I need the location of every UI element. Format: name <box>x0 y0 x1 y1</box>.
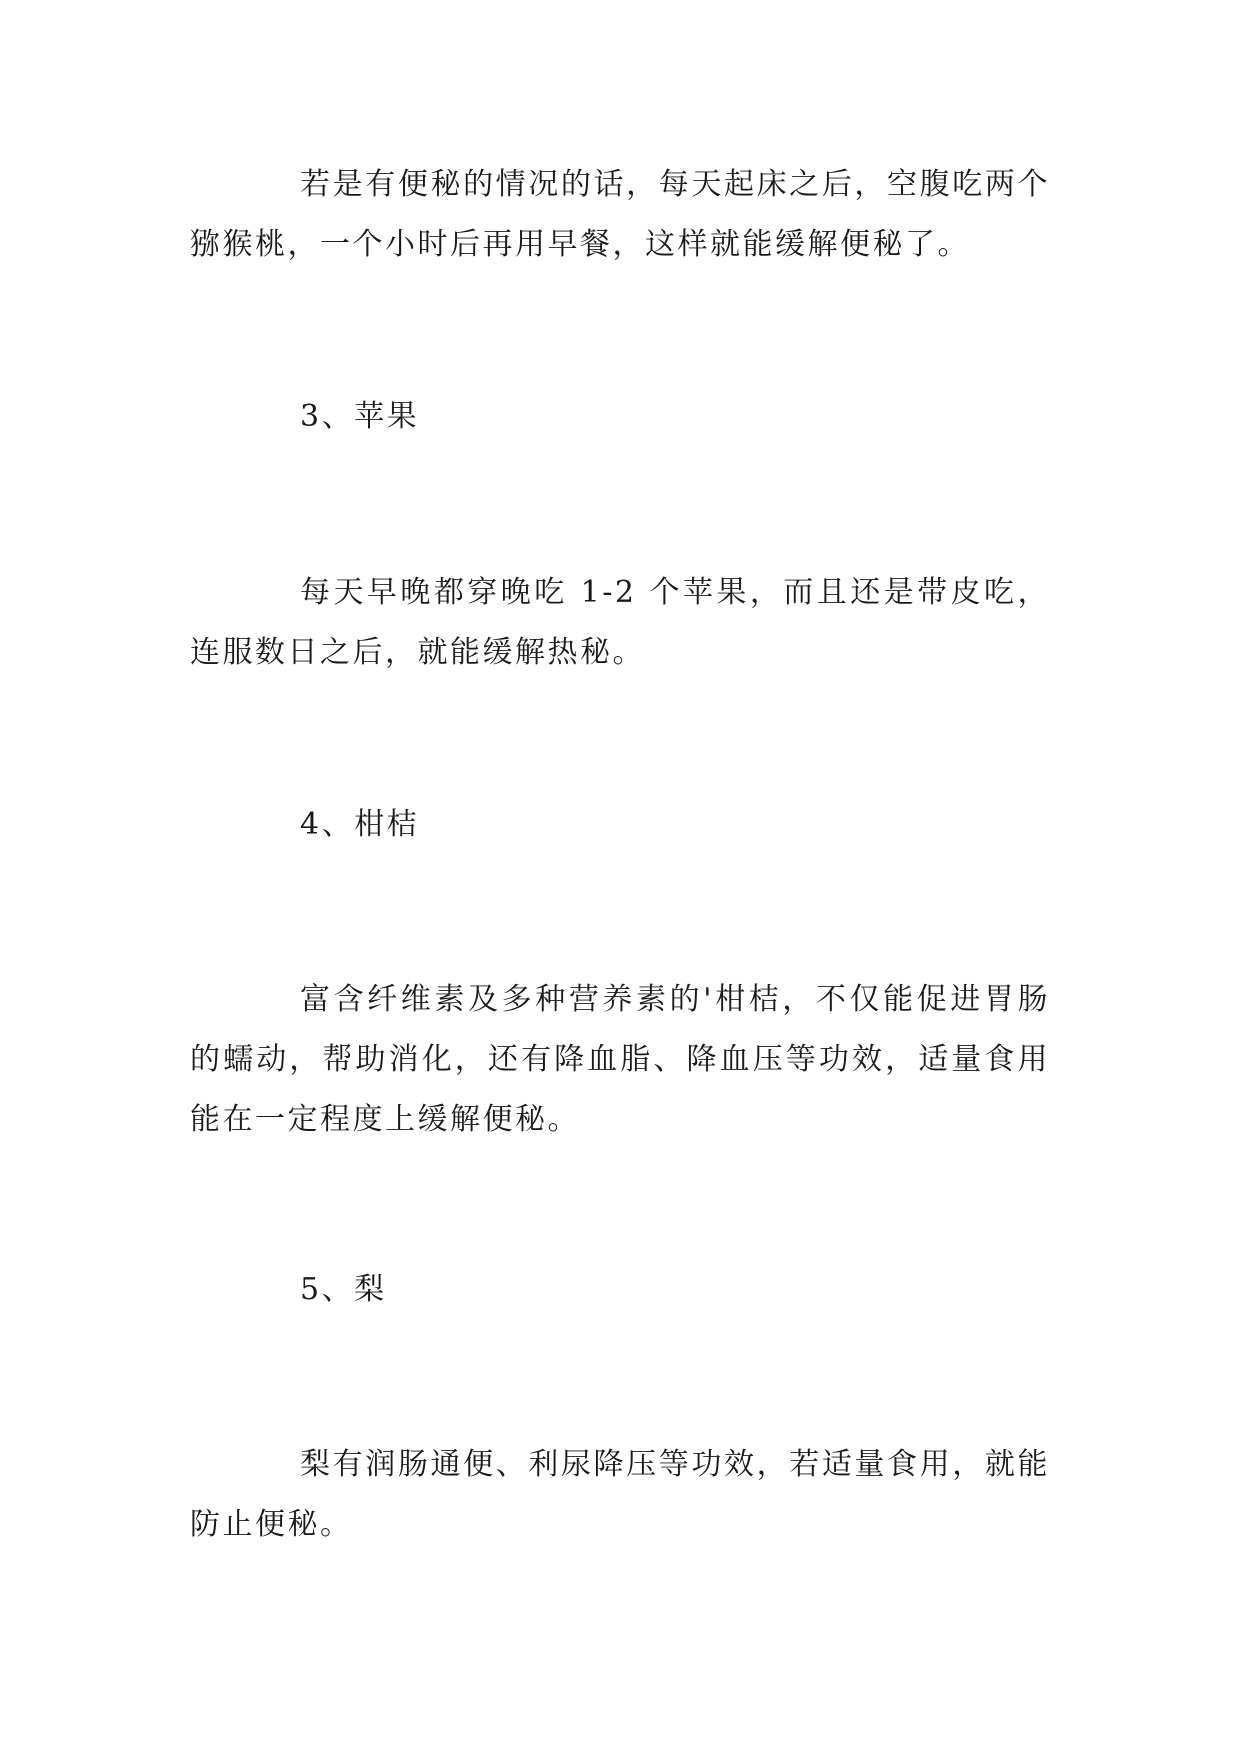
paragraph-citrus: 富含纤维素及多种营养素的'柑桔，不仅能促进胃肠的蠕动，帮助消化，还有降血脂、降血压等功效，适量食用能在一定程度上缓解便秘。 <box>190 982 1050 1137</box>
paragraph-apple: 每天早晚都穿晚吃 1-2 个苹果，而且还是带皮吃，连服数日之后，就能缓解热秘。 <box>190 575 1050 670</box>
heading-apple: 3、苹果 <box>300 399 420 434</box>
paragraph-pear: 梨有润肠通便、利尿降压等功效，若适量食用，就能防止便秘。 <box>190 1447 1050 1542</box>
heading-citrus: 4、柑桔 <box>300 807 420 842</box>
paragraph-kiwi: 若是有便秘的情况的话，每天起床之后，空腹吃两个猕猴桃，一个小时后再用早餐，这样就能缓解便秘了。 <box>190 167 1050 262</box>
heading-pear: 5、梨 <box>300 1272 387 1307</box>
